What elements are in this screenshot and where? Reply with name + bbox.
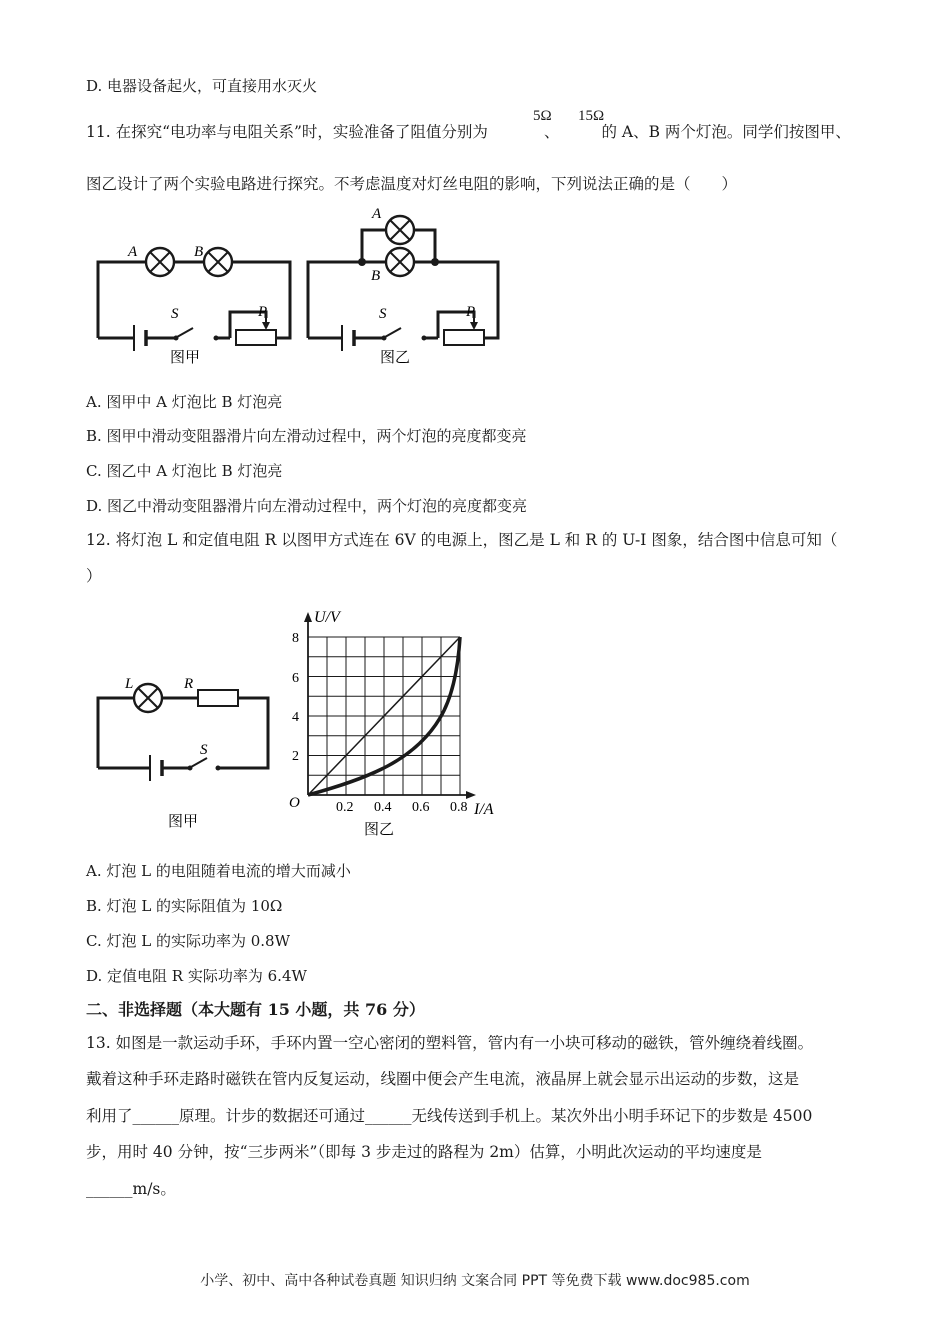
q11-jia-label-p: P bbox=[258, 304, 268, 320]
q11-val1: 5Ω bbox=[533, 108, 552, 124]
graph-xtick-0: 0.2 bbox=[336, 800, 354, 815]
graph-ytick-2: 6 bbox=[292, 671, 299, 686]
graph-ylabel: U/V bbox=[314, 609, 340, 626]
q11-circuit-figures bbox=[90, 200, 510, 370]
q11-yi-label-p: P bbox=[466, 304, 476, 320]
q12-option-b: B. 灯泡 L 的实际阻值为 10Ω bbox=[86, 897, 283, 915]
q12-fig-yi-caption: 图乙 bbox=[364, 822, 395, 838]
q11-option-a: A. 图甲中 A 灯泡比 B 灯泡亮 bbox=[86, 393, 283, 411]
q12-label-l: L bbox=[125, 676, 134, 692]
footer-note: 小学、初中、高中各种试卷真题 知识归纳 文案合同 PPT 等免费下载 www.doc985.com bbox=[200, 1273, 750, 1289]
q12-option-a: A. 灯泡 L 的电阻随着电流的增大而减小 bbox=[86, 862, 351, 880]
q12-label-s: S bbox=[200, 742, 208, 758]
graph-ytick-3: 8 bbox=[292, 631, 299, 646]
q11-line1 bbox=[86, 122, 851, 142]
q12-option-d: D. 定值电阻 R 实际功率为 6.4W bbox=[86, 967, 307, 985]
graph-origin: O bbox=[289, 795, 300, 811]
q11-jia-label-b: B bbox=[194, 244, 204, 260]
q11-sep: 、 bbox=[543, 123, 560, 141]
q12-circuit-figure bbox=[90, 670, 280, 840]
q11-yi-label-b: B bbox=[371, 268, 381, 284]
q11-jia-label-s: S bbox=[171, 306, 179, 322]
q11-val2: 15Ω bbox=[578, 108, 605, 124]
q11-jia-label-a: A bbox=[128, 244, 138, 260]
q11-fig-jia-caption: 图甲 bbox=[170, 350, 201, 366]
q11-option-d: D. 图乙中滑动变阻器滑片向左滑动过程中，两个灯泡的亮度都变亮 bbox=[86, 497, 528, 515]
q11-option-c: C. 图乙中 A 灯泡比 B 灯泡亮 bbox=[86, 462, 283, 480]
q11-line1-a: 11. 在探究“电功率与电阻关系”时，实验准备了阻值分别为 bbox=[86, 123, 488, 141]
q11-yi-label-s: S bbox=[379, 306, 387, 322]
q11-yi-label-a: A bbox=[372, 206, 382, 222]
q12-fig-jia-caption: 图甲 bbox=[168, 814, 199, 830]
q11-option-b: B. 图甲中滑动变阻器滑片向左滑动过程中，两个灯泡的亮度都变亮 bbox=[86, 427, 527, 445]
q12-line2: ） bbox=[86, 567, 102, 585]
graph-ytick-1: 4 bbox=[292, 710, 299, 725]
q12-line1: 12. 将灯泡 L 和定值电阻 R 以图甲方式连在 6V 的电源上，图乙是 L 和 R 的 U-I 图象，结合图中信息可知（ bbox=[86, 531, 838, 549]
q12-label-r: R bbox=[184, 676, 194, 692]
q11-fig-yi-caption: 图乙 bbox=[380, 350, 411, 366]
q13-line2: 戴着这种手环走路时磁铁在管内反复运动，线圈中便会产生电流，液晶屏上就会显示出运动的步数，这是 bbox=[86, 1070, 800, 1088]
graph-xtick-2: 0.6 bbox=[412, 800, 430, 815]
q11-line2: 图乙设计了两个实验电路进行探究。不考虑温度对灯丝电阻的影响，下列说法正确的是（ ） bbox=[86, 175, 738, 193]
q12-option-c: C. 灯泡 L 的实际功率为 0.8W bbox=[86, 932, 291, 950]
q11-line1-b: 的 A、B 两个灯泡。同学们按图甲、 bbox=[601, 123, 851, 141]
q13-line4: 步，用时 40 分钟，按“三步两米”（即每 3 步走过的路程为 2m）估算，小明此次运动的平均速度是 bbox=[86, 1143, 762, 1161]
q13-line1: 13. 如图是一款运动手环，手环内置一空心密闭的塑料管，管内有一小块可移动的磁铁，管外缠绕着线圈。 bbox=[86, 1034, 814, 1052]
graph-xtick-1: 0.4 bbox=[374, 800, 392, 815]
prev-option-d: D. 电器设备起火，可直接用水灭火 bbox=[86, 77, 318, 95]
q13-line5: ______m/s。 bbox=[86, 1180, 176, 1198]
q13-line3: 利用了______原理。计步的数据还可通过______无线传送到手机上。某次外出小明手环记下的步数是 4500 bbox=[86, 1107, 813, 1125]
graph-xtick-3: 0.8 bbox=[450, 800, 468, 815]
graph-ytick-0: 2 bbox=[292, 749, 299, 764]
section-2-heading: 二、非选择题（本大题有 15 小题，共 76 分） bbox=[86, 1000, 425, 1019]
q12-ui-graph bbox=[280, 600, 520, 845]
graph-xlabel: I/A bbox=[474, 801, 494, 818]
